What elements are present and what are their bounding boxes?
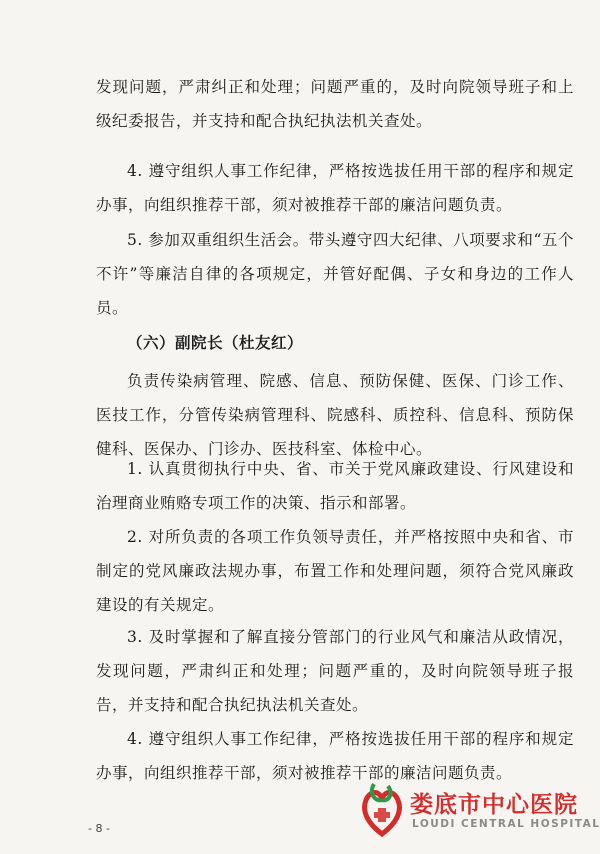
paragraph-responsibilities: 负责传染病管理、院感、信息、预防保健、医保、门诊工作、医技工作，分管传染病管理科、院感科、质控科、信息科、预防保健科、医保办、门诊办、医技科室、体检中心。 bbox=[96, 372, 574, 458]
paragraph-item-3: 3. 及时掌握和了解直接分管部门的行业风气和廉洁从政情况，发现问题，严肃纠正和处理；问题严重的，及时向院领导班子报告，并支持和配合执纪执法机关查处。 bbox=[96, 628, 574, 714]
paragraph-item-4: 4. 遵守组织人事工作纪律，严格按选拔任用干部的程序和规定办事，向组织推荐干部，须对被推荐干部的廉洁问题负责。 bbox=[96, 162, 574, 214]
hospital-name-cn: 娄底市中心医院 bbox=[410, 792, 578, 818]
paragraph-item-4b: 4. 遵守组织人事工作纪律，严格按选拔任用干部的程序和规定办事，向组织推荐干部，须对被推荐干部的廉洁问题负责。 bbox=[96, 730, 574, 782]
paragraph-item-1: 1. 认真贯彻执行中央、省、市关于党风廉政建设、行风建设和治理商业贿赂专项工作的决策、指示和部署。 bbox=[96, 460, 574, 512]
hospital-name-en: LOUDI CENTRAL HOSPITAL bbox=[412, 818, 600, 830]
paragraph-item-2: 2. 对所负责的各项工作负领导责任，并严格按照中央和省、市制定的党风廉政法规办事，布置工作和处理问题，须符合党风廉政建设的有关规定。 bbox=[96, 528, 574, 614]
paragraph-item-5: 5. 参加双重组织生活会。带头遵守四大纪律、八项要求和“五个不许”等廉洁自律的各项规定，并管好配偶、子女和身边的工作人员。 bbox=[96, 231, 574, 317]
hospital-logo bbox=[358, 778, 600, 840]
page-number: - 8 - bbox=[88, 822, 110, 835]
hospital-emblem-icon bbox=[358, 778, 406, 840]
paragraph-continuation: 发现问题，严肃纠正和处理；问题严重的，及时向院领导班子和上级纪委报告，并支持和配合执纪执法机关查处。 bbox=[96, 78, 574, 130]
section-heading: （六）副院长（杜友红） bbox=[127, 333, 304, 352]
